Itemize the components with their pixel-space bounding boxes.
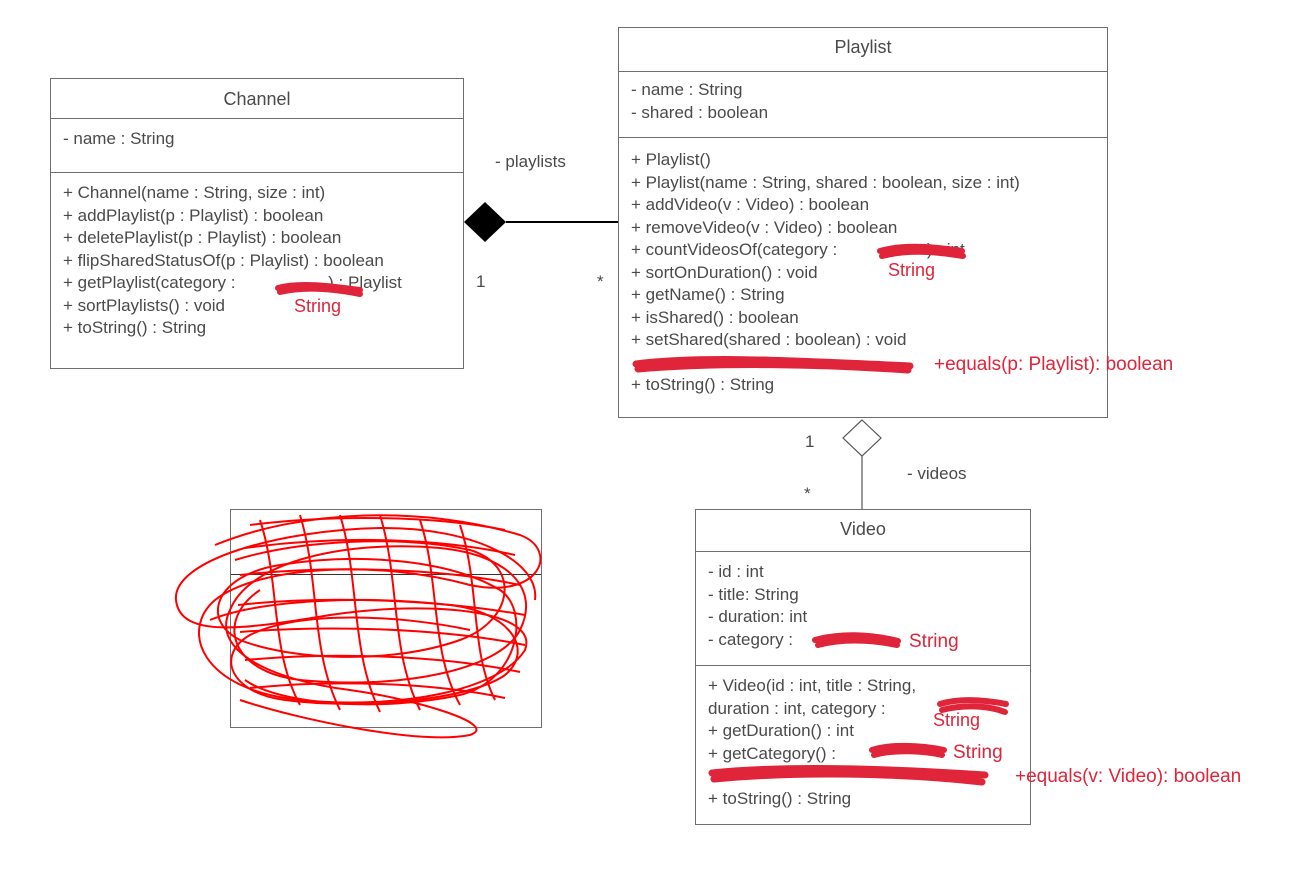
- playlist-attr: - shared : boolean: [631, 102, 769, 122]
- scribble-icon: [176, 515, 540, 737]
- video-attr: - duration: int: [708, 607, 808, 626]
- videos-role-label: - videos: [907, 464, 967, 483]
- playlist-method-countvideosof: + countVideosOf(category : ) : int: [631, 240, 965, 259]
- playlist-side-multiplicity-label: 1: [805, 432, 815, 451]
- channel-method: + flipSharedStatusOf(p : Playlist) : boolean: [63, 250, 384, 270]
- video-method: + getCategory() :: [708, 743, 837, 763]
- channel-attr-name: - name : String: [63, 129, 175, 148]
- channel-method: + Channel(name : String, size : int): [63, 183, 326, 202]
- channel-title: Channel: [51, 79, 463, 119]
- video-side-multiplicity-label: *: [804, 484, 811, 503]
- channel-method-getplaylist: + getPlaylist(category : ) : Playlist: [63, 273, 402, 292]
- playlist-method: + removeVideo(v : Video) : boolean: [631, 217, 898, 237]
- playlist-method: + toString() : String: [631, 375, 775, 394]
- video-category-attr-annotation: String: [909, 631, 959, 652]
- playlist-method: + getName() : String: [631, 285, 785, 304]
- playlist-title: Playlist: [619, 28, 1107, 72]
- channel-method: + deletePlaylist(p : Playlist) : boolean: [63, 228, 342, 247]
- playlist-method: + sortOnDuration() : void: [631, 262, 818, 282]
- channel-method: + sortPlaylists() : void: [63, 295, 226, 315]
- playlist-method: + isShared() : boolean: [631, 307, 799, 327]
- playlist-method: + Playlist(): [631, 150, 711, 169]
- video-attr: - title: String: [708, 584, 799, 604]
- channel-method: + addPlaylist(p : Playlist) : boolean: [63, 205, 324, 225]
- playlists-role-label: - playlists: [495, 152, 566, 171]
- video-getcategory-annotation: String: [953, 742, 1003, 763]
- video-title: Video: [696, 510, 1030, 552]
- video-attr: - id : int: [708, 562, 764, 581]
- playlist-attr: - name : String: [631, 80, 743, 99]
- channel-multiplicity-label: 1: [476, 272, 486, 291]
- playlist-method: + setShared(shared : boolean) : void: [631, 330, 907, 349]
- playlist-equals-annotation: +equals(p: Playlist): boolean: [934, 354, 1174, 375]
- channel-category-annotation: String: [294, 296, 342, 316]
- video-method: + getDuration() : int: [708, 721, 854, 740]
- playlist-method: + addVideo(v : Video) : boolean: [631, 195, 870, 214]
- video-attr: - category :: [708, 629, 794, 649]
- video-method: + toString() : String: [708, 788, 852, 808]
- video-method: + Video(id : int, title : String,: [708, 676, 917, 695]
- playlist-multiplicity-label: *: [597, 272, 604, 291]
- video-equals-annotation: +equals(v: Video): boolean: [1015, 766, 1242, 787]
- channel-method: + toString() : String: [63, 318, 207, 337]
- playlist-method: + Playlist(name : String, shared : boolean, size : int): [631, 172, 1020, 192]
- playlist-category-annotation: String: [888, 260, 936, 280]
- composition-diamond-icon: [464, 202, 506, 242]
- video-method: duration : int, category :: [708, 698, 886, 718]
- aggregation-diamond-icon: [843, 420, 881, 456]
- video-constructor-annotation: String: [933, 710, 981, 730]
